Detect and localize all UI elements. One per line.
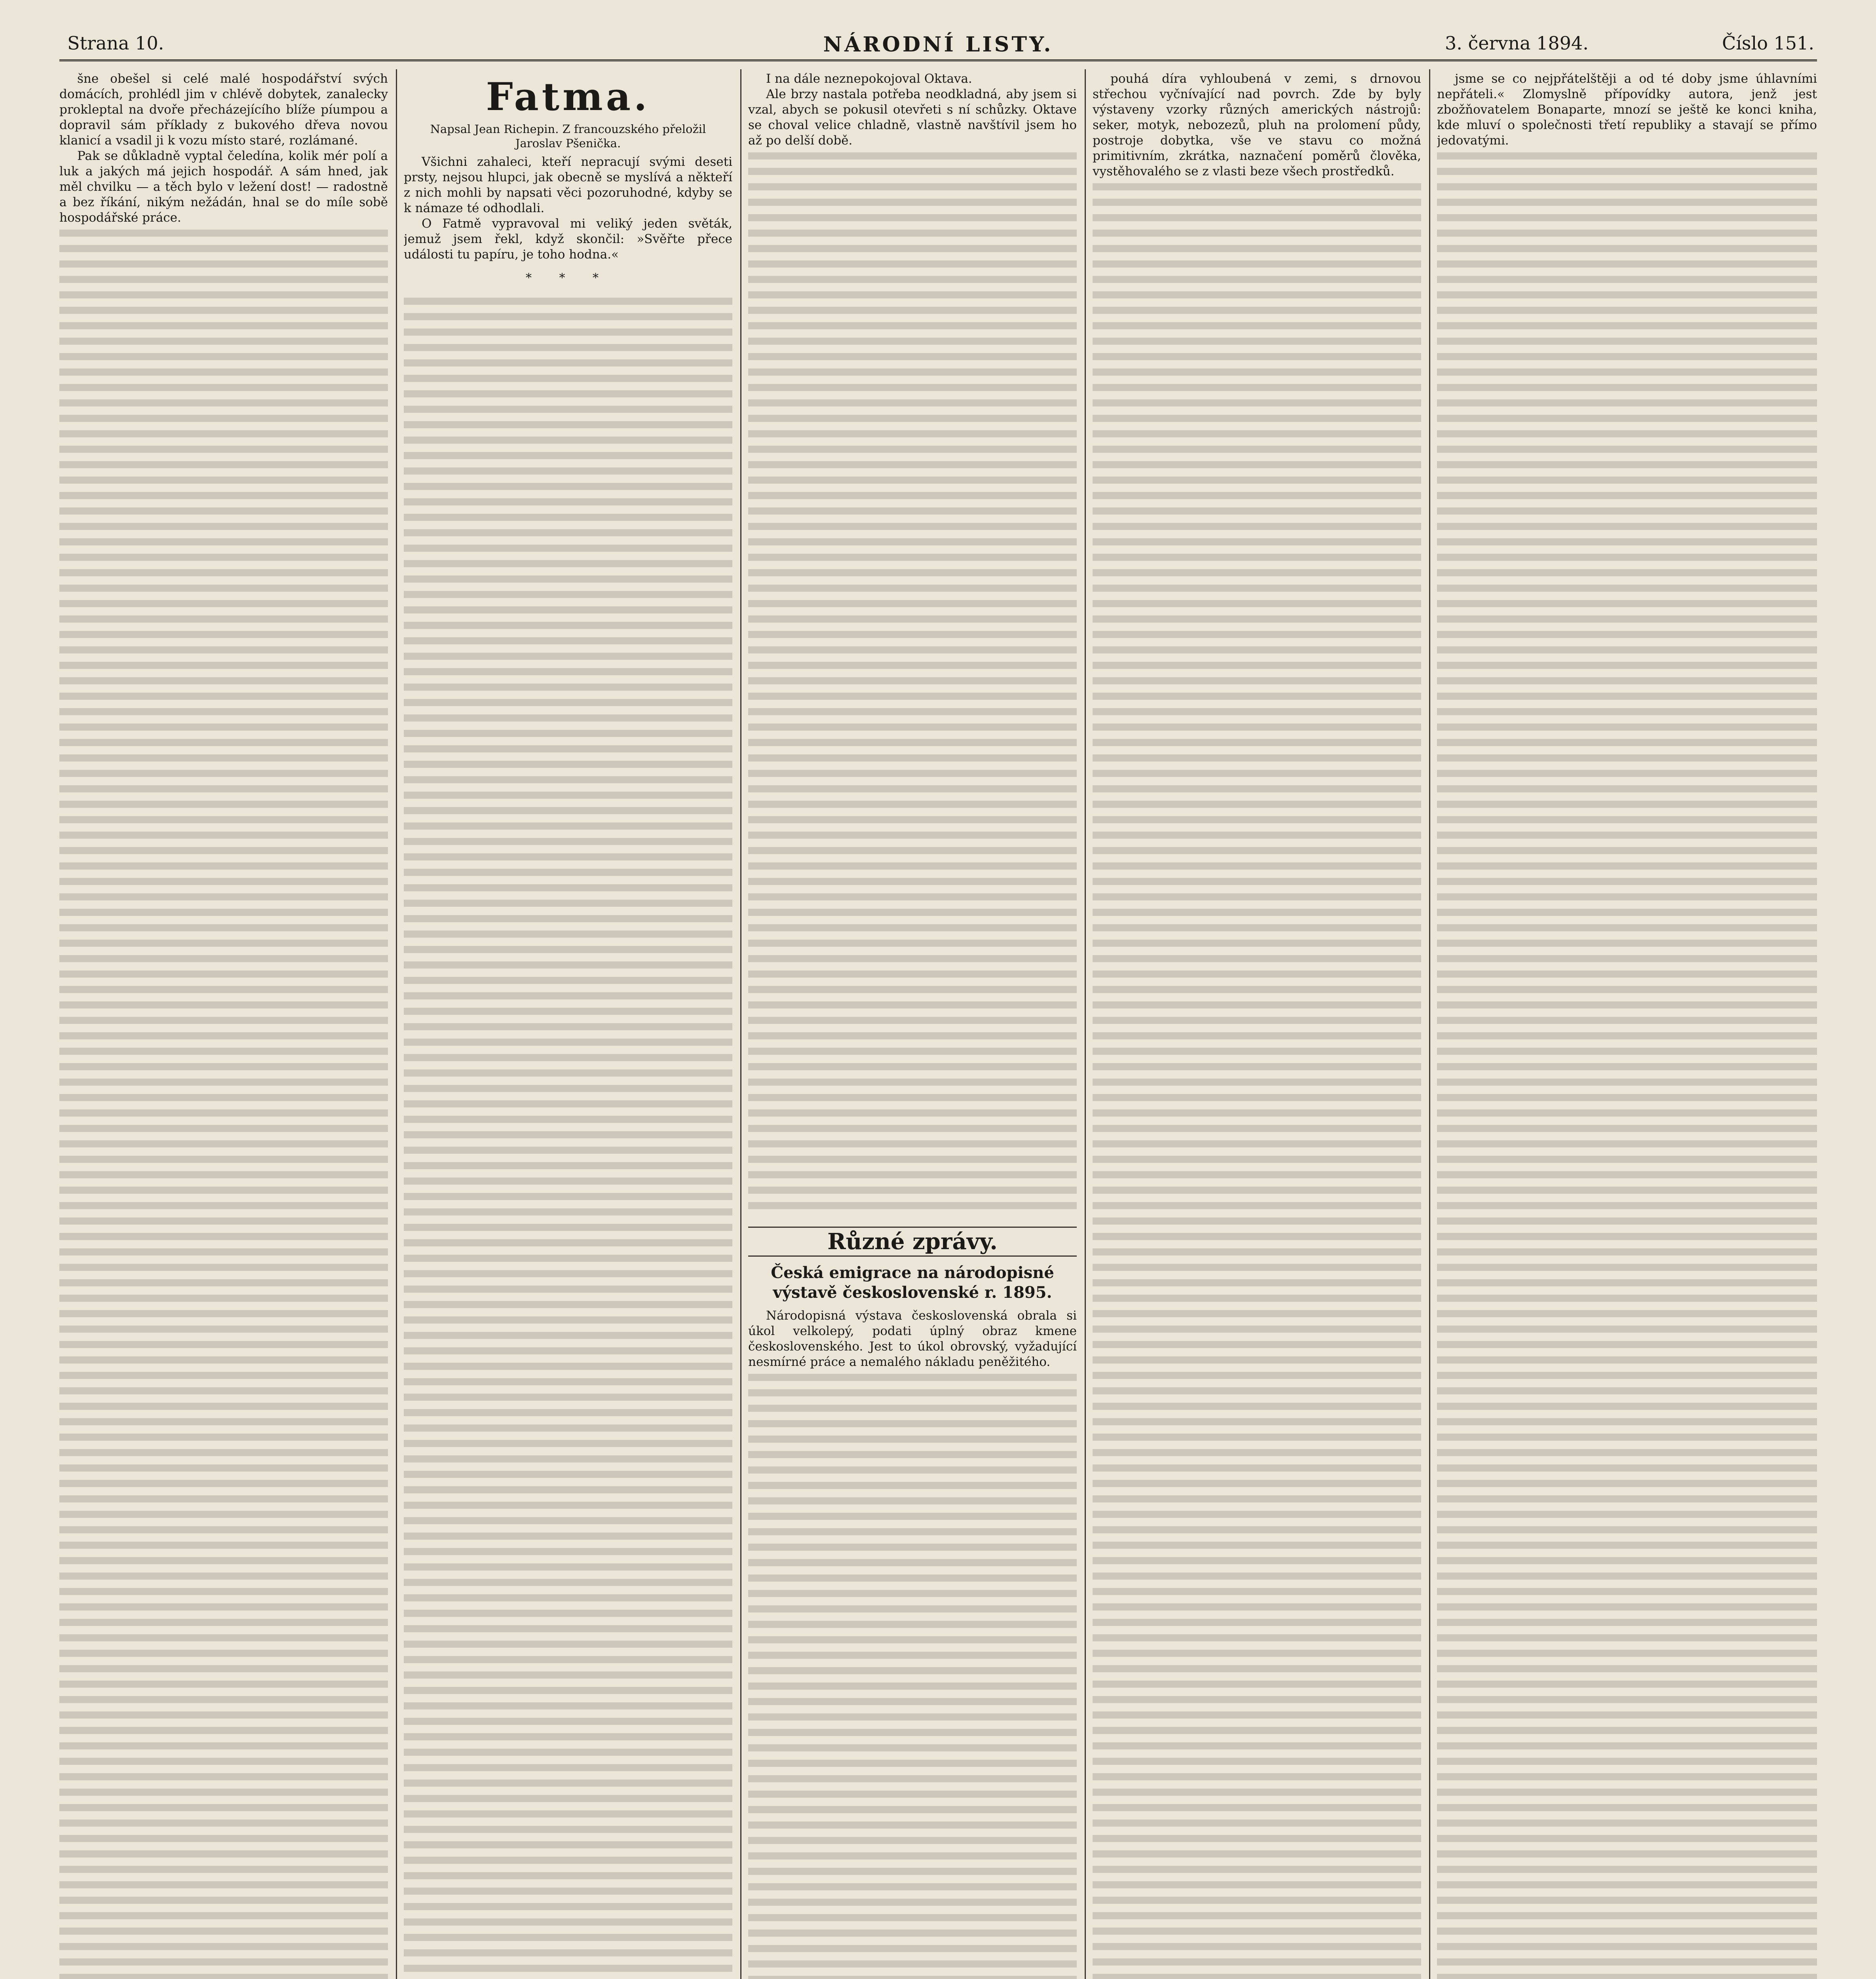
newspaper-title: NÁRODNÍ LISTY. [823,32,1053,57]
issue-number: Číslo 151. [1722,32,1814,54]
paragraph: Všichni zahaleci, kteří nepracují svými deseti prsty, nejsou hlupci, jak obecně se myslívá a někteří z nich mohli by napsati věci pozoruhodné, kdyby se k námaze té odhodlali. [404,155,732,215]
article-headline: Fatma. [486,74,650,119]
column-3 [748,71,1077,1979]
column-4 [1093,71,1421,1979]
text-block-placeholder [404,294,732,1979]
text-block-placeholder [1437,148,1817,1979]
column-divider [740,69,741,1979]
paragraph: jsme se co nejpřátelštěji a od té doby jsme úhlavními nepřáteli.« Zlomyslně přípovídky autora, jenž jest zbožňovatelem Bonaparte, mnozí se ještě ke konci kniha, kde mluví o společnosti třetí republiky a stavají se přímo jedovatými. [1437,72,1817,148]
paragraph: I na dále neznepokojoval Oktava. [766,72,972,86]
byline-line: Jaroslav Pšenička. [515,137,621,150]
byline-line: Napsal Jean Richepin. Z francouzského přeložil [430,122,706,136]
text-block-placeholder [748,1370,1077,1979]
column-5 [1437,71,1817,1979]
text-block-placeholder [1093,179,1421,1979]
article-byline [404,122,732,150]
paragraph: Pak se důkladně vyptal čeledína, kolik mér polí a luk a jakých má jejich hospodář. A sám hned, jak měl chvilku — a těch bylo v ležení dost! — radostně a bez říkání, nikým nežádán, hnal se do míle sobě hospodářské práce. [59,149,388,225]
paragraph: pouhá díra vyhloubená v zemi, s drnovou střechou vyčnívající nad povrch. Zde by byly výstaveny vzorky různých amerických nástrojů: seker, motyk, nebozezů, pluh na prolomení půdy, postroje dobytka, vše ve stavu co možná primitivním, zkrátka, naznačení poměrů člověka, vystěhovalého se z vlasti beze všech prostředků. [1093,72,1421,179]
column-divider [396,69,397,1979]
paragraph: O Fatmě vypravoval mi veliký jeden světák, jemuž jsem řekl, když skončil: »Svěřte přece události tu papíru, je toho hodna.« [404,217,732,262]
section-separator: * * * [525,271,611,285]
column-divider [1085,69,1086,1979]
article-subheadline: Česká emigrace na národopisné výstavě československé r. 1895. [771,1263,1054,1302]
column-divider [1429,69,1430,1979]
text-block-placeholder [748,148,1077,1217]
column-1 [59,71,388,1979]
page-header [59,24,1817,61]
section-title: Různé zprávy. [748,1227,1077,1257]
page-number: Strana 10. [67,32,164,54]
paragraph: Ale brzy nastala potřeba neodkladná, aby jsem si vzal, abych se pokusil otevřeti s ní schůzky. Oktave se choval velice chladně, vlastně navštívil jsem ho až po delší době. [748,87,1077,148]
issue-date: 3. června 1894. [1445,32,1589,54]
paragraph: šne obešel si celé malé hospodářství svých domácích, prohlédl jim v chlévě dobytek, zanalecky prokleptal na dvoře přecházejícího blíže píumpou a dopravil sám příklady z bukového dřeva novou klanicí a vsadil ji k vozu místo staré, rozlámané. [59,72,388,148]
column-2 [404,71,732,1979]
text-block-placeholder [59,226,388,1979]
paragraph: Národopisná výstava československá obrala si úkol velkolepý, podati úplný obraz kmene československého. Jest to úkol obrovský, vyžadující nesmírné práce a nemalého nákladu peněžitého. [748,1309,1077,1369]
